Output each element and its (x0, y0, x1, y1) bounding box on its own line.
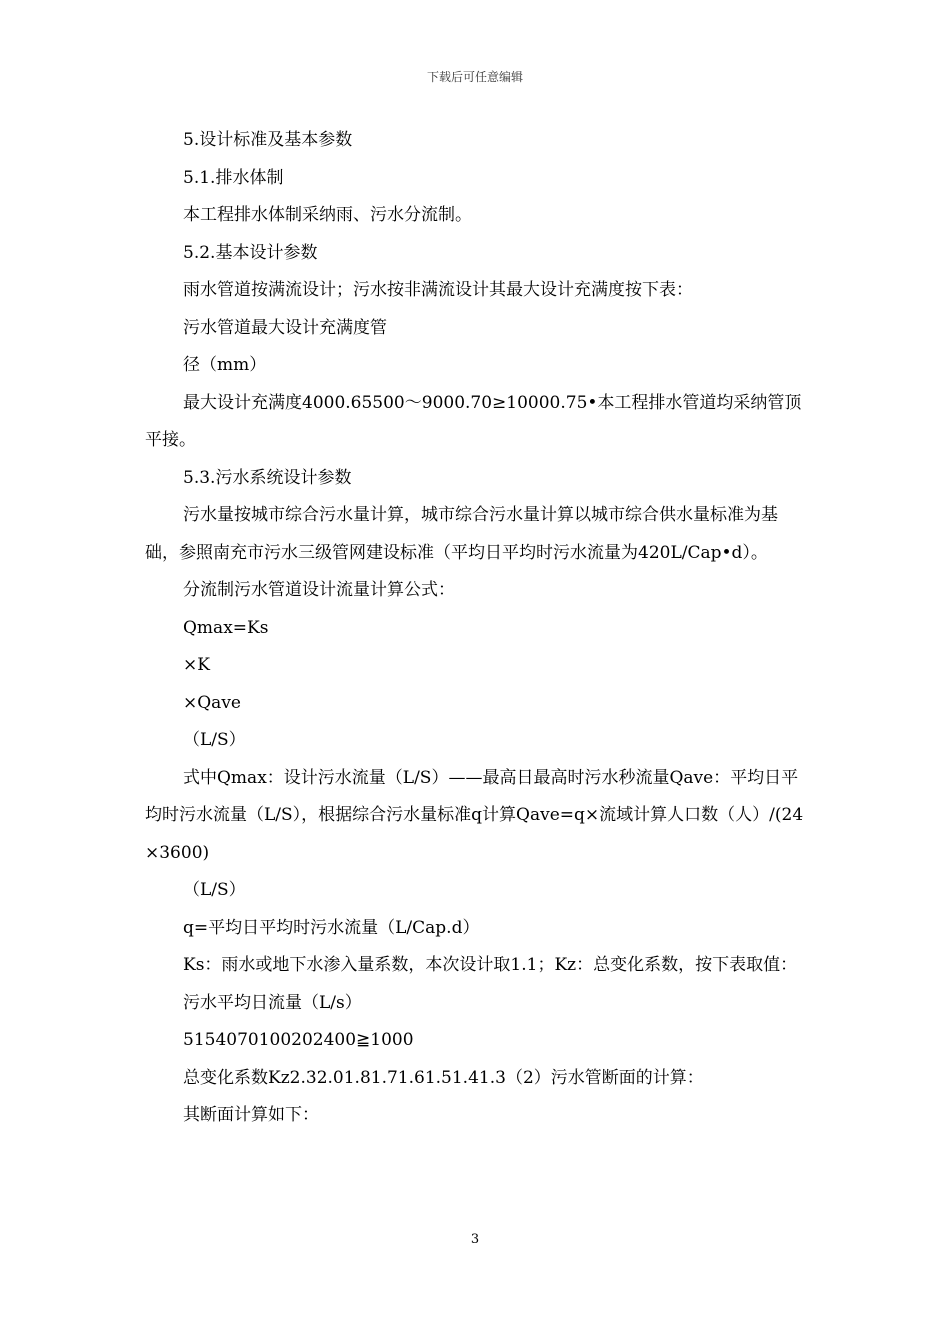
paragraph-drainage-system: 本工程排水体制采纳雨、污水分流制。 (183, 205, 472, 225)
formula-unit-1: （L/S） (183, 730, 246, 750)
document-body (145, 122, 810, 1135)
formula-line-2: ×K (183, 655, 210, 675)
page-header-note: 下载后可任意编辑 (426, 70, 523, 84)
table-avg-flow-values: 5154070100202400≧1000 (183, 1030, 414, 1050)
section-heading-5: 5.设计标准及基本参数 (183, 130, 353, 150)
paragraph-sewage-volume: 污水量按城市综合污水量计算，城市综合污水量计算以城市综合供水量标准为基础，参照南充市污水三级管网建设标准（平均日平均时污水流量为420L/Cap•d）。 (145, 505, 778, 563)
paragraph-section-calc: 其断面计算如下： (183, 1105, 319, 1125)
table-kz-values: 总变化系数Kz2.32.01.81.71.61.51.41.3（2）污水管断面的计算： (183, 1067, 704, 1088)
table-caption-diameter: 径（mm） (183, 355, 267, 375)
subsection-heading-5-3: 5.3.污水系统设计参数 (183, 467, 352, 488)
formula-line-1: Qmax=Ks (183, 617, 269, 638)
subsection-heading-5-1: 5.1.排水体制 (183, 167, 284, 188)
table-caption-fullness: 污水管道最大设计充满度管 (183, 317, 387, 338)
paragraph-formula-definitions: 式中Qmax：设计污水流量（L/S）——最高日最高时污水秒流量Qave：平均日平均时污水流量（L/S），根据综合污水量标准q计算Qave=q×流域计算人口数（人）/(24×3600) (145, 767, 804, 863)
paragraph-fullness-values: 最大设计充满度4000.65500～9000.70≥10000.75•本工程排水管道均采纳管顶平接。 (145, 392, 802, 450)
subsection-heading-5-2: 5.2.基本设计参数 (183, 242, 318, 263)
table-caption-avg-flow: 污水平均日流量（L/s） (183, 992, 362, 1013)
formula-intro: 分流制污水管道设计流量计算公式： (183, 580, 455, 600)
paragraph-ks-kz: Ks：雨水或地下水渗入量系数，本次设计取1.1；Kz：总变化系数，按下表取值： (183, 955, 798, 975)
definition-q: q=平均日平均时污水流量（L/Cap.d） (183, 917, 480, 938)
page-number: 3 (470, 1232, 480, 1247)
formula-line-3: ×Qave (183, 692, 241, 713)
paragraph-design-basis: 雨水管道按满流设计；污水按非满流设计其最大设计充满度按下表： (183, 280, 693, 300)
formula-unit-2: （L/S） (183, 880, 246, 900)
